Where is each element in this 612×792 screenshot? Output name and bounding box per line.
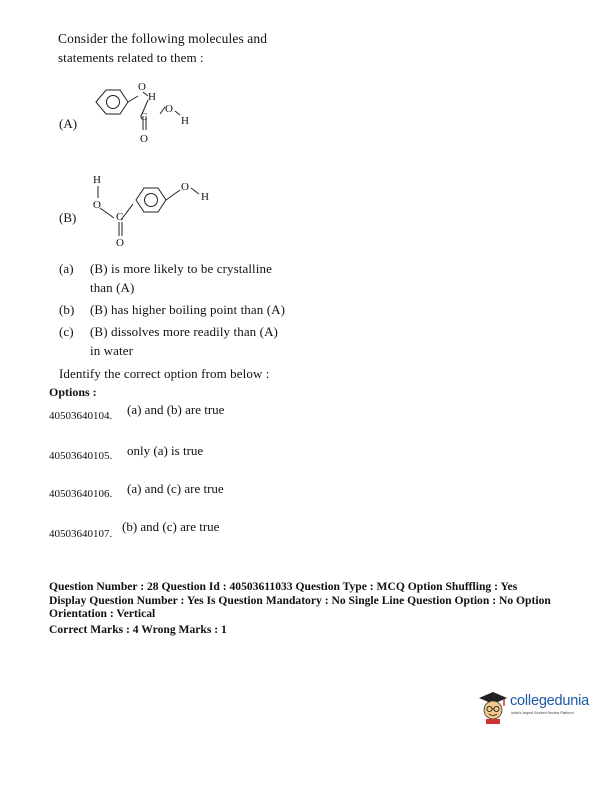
atom-h: H <box>93 174 101 186</box>
question-meta-line1: Question Number : 28 Question Id : 40503611033 Question Type : MCQ Option Shuffling : Yes <box>49 580 518 593</box>
question-intro-line1: Consider the following molecules and <box>58 31 268 46</box>
atom-h: H <box>201 191 209 203</box>
molecule-a-label: (A) <box>59 116 78 131</box>
statement-c-line1: (B) dissolves more readily than (A) <box>90 324 278 339</box>
atom-h: H <box>148 91 156 103</box>
molecule-b-label: (B) <box>59 210 77 225</box>
question-intro-line2: statements related to them : <box>58 50 204 65</box>
option-text[interactable]: only (a) is true <box>127 443 204 458</box>
atom-o: O <box>165 103 173 115</box>
options-heading: Options : <box>49 385 97 399</box>
molecule-a-structure <box>82 76 232 156</box>
statement-a-line2: than (A) <box>90 280 135 295</box>
statement-b-marker: (b) <box>59 302 75 317</box>
option-id: 40503640104. <box>49 410 113 422</box>
option-id: 40503640105. <box>49 450 113 462</box>
atom-c: C <box>116 211 124 223</box>
statement-c-line2: in water <box>90 343 134 358</box>
statement-b-line1: (B) has higher boiling point than (A) <box>90 302 286 317</box>
question-meta-line2: Display Question Number : Yes Is Question Mandatory : No Single Line Question Option : No Option <box>49 594 551 607</box>
atom-h: H <box>181 115 189 127</box>
molecule-b-structure <box>88 168 238 252</box>
atom-o: O <box>138 81 146 93</box>
question-meta-line3: Orientation : Vertical <box>49 607 156 620</box>
atom-o: O <box>116 237 124 249</box>
option-id: 40503640106. <box>49 488 113 500</box>
option-id: 40503640107. <box>49 528 113 540</box>
question-prompt: Identify the correct option from below : <box>59 366 270 381</box>
atom-c: C <box>140 111 148 123</box>
option-text[interactable]: (b) and (c) are true <box>122 519 220 534</box>
atom-o: O <box>181 181 189 193</box>
benzene-circle-b <box>145 194 158 207</box>
statement-a-marker: (a) <box>59 261 74 276</box>
benzene-ring-a <box>96 90 128 114</box>
benzene-circle-a <box>107 96 120 109</box>
logo-tagline: India's largest Student Review Platform <box>511 711 574 715</box>
atom-o: O <box>93 199 101 211</box>
graduate-icon <box>477 690 509 724</box>
atom-o: O <box>140 133 148 145</box>
option-text[interactable]: (a) and (c) are true <box>127 481 224 496</box>
logo-wordmark: collegedunia <box>510 693 590 709</box>
question-meta-line4: Correct Marks : 4 Wrong Marks : 1 <box>49 623 227 636</box>
collegedunia-logo <box>477 688 592 728</box>
benzene-ring-b <box>136 188 166 212</box>
statement-a-line1: (B) is more likely to be crystalline <box>90 261 272 276</box>
option-text[interactable]: (a) and (b) are true <box>127 402 225 417</box>
statement-c-marker: (c) <box>59 324 74 339</box>
